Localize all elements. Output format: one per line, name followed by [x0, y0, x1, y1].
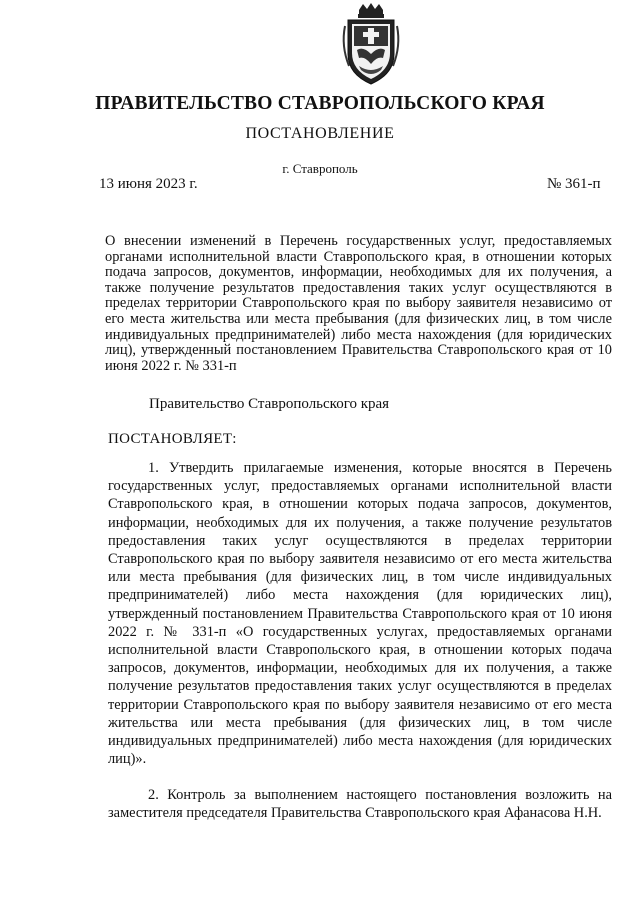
decree-heading: ПОСТАНОВЛЯЕТ:	[108, 431, 237, 447]
paragraph-1: 1. Утвердить прилагаемые изменения, которые вносятся в Перечень государственных услуг, предоставляемых органами исполнительной власти Ставропольского края, в отношении которых подача запросов, документов, информации, необходимых для их получения, а также получение результатов предоставления таких услуг осуществляются в пределах территории Ставропольского края по выбору заявителя независимо от его места жительства или места пребывания (для физических лиц, в том числе индивидуальных предпринимателей) либо места нахождения (для юридических лиц), утвержденный постановлением Правительства Ставропольского края от 10 июня 2022 г. № 331-п «О государственных услугах, предоставляемых органами исполнительной власти Ставропольского края, в отношении которых подача запросов, документов, информации, необходимых для их получения, а также получение результатов предоставления таких услуг осуществляются в пределах территории Ставропольского края по выбору заявителя независимо от его места жительства или места пребывания (для физических лиц, в том числе индивидуальных предпринимателей) либо места нахождения (для юридических лиц)».	[108, 460, 612, 768]
city: г. Ставрополь	[282, 161, 358, 176]
document-number: № 361-п	[547, 176, 601, 192]
government-name: Правительство Ставропольского края	[149, 396, 390, 412]
paragraph-2: 2. Контроль за выполнением настоящего постановления возложить на заместителя председателя Правительства Ставропольского края Афанасова Н.Н.	[108, 787, 612, 822]
document-subject: О внесении изменений в Перечень государственных услуг, предоставляемых органами исполнительной власти Ставропольского края, в отношении которых подача запросов, документов, информации, необходимых для их получения, а также получение результатов предоставления таких услуг осуществляются в пределах территории Ставропольского края по выбору заявителя независимо от его места жительства или места пребывания (для физических лиц, в том числе индивидуальных предпринимателей) либо места нахождения (для юридических лиц), утвержденный постановлением Правительства Ставропольского края от 10 июня 2022 г. № 331-п	[105, 233, 612, 374]
document-type: ПОСТАНОВЛЕНИЕ	[245, 125, 395, 142]
document-date: 13 июня 2023 г.	[99, 176, 198, 192]
stavropol-coat-of-arms-icon	[339, 2, 403, 88]
organization-title: ПРАВИТЕЛЬСТВО СТАВРОПОЛЬСКОГО КРАЯ	[95, 93, 545, 114]
